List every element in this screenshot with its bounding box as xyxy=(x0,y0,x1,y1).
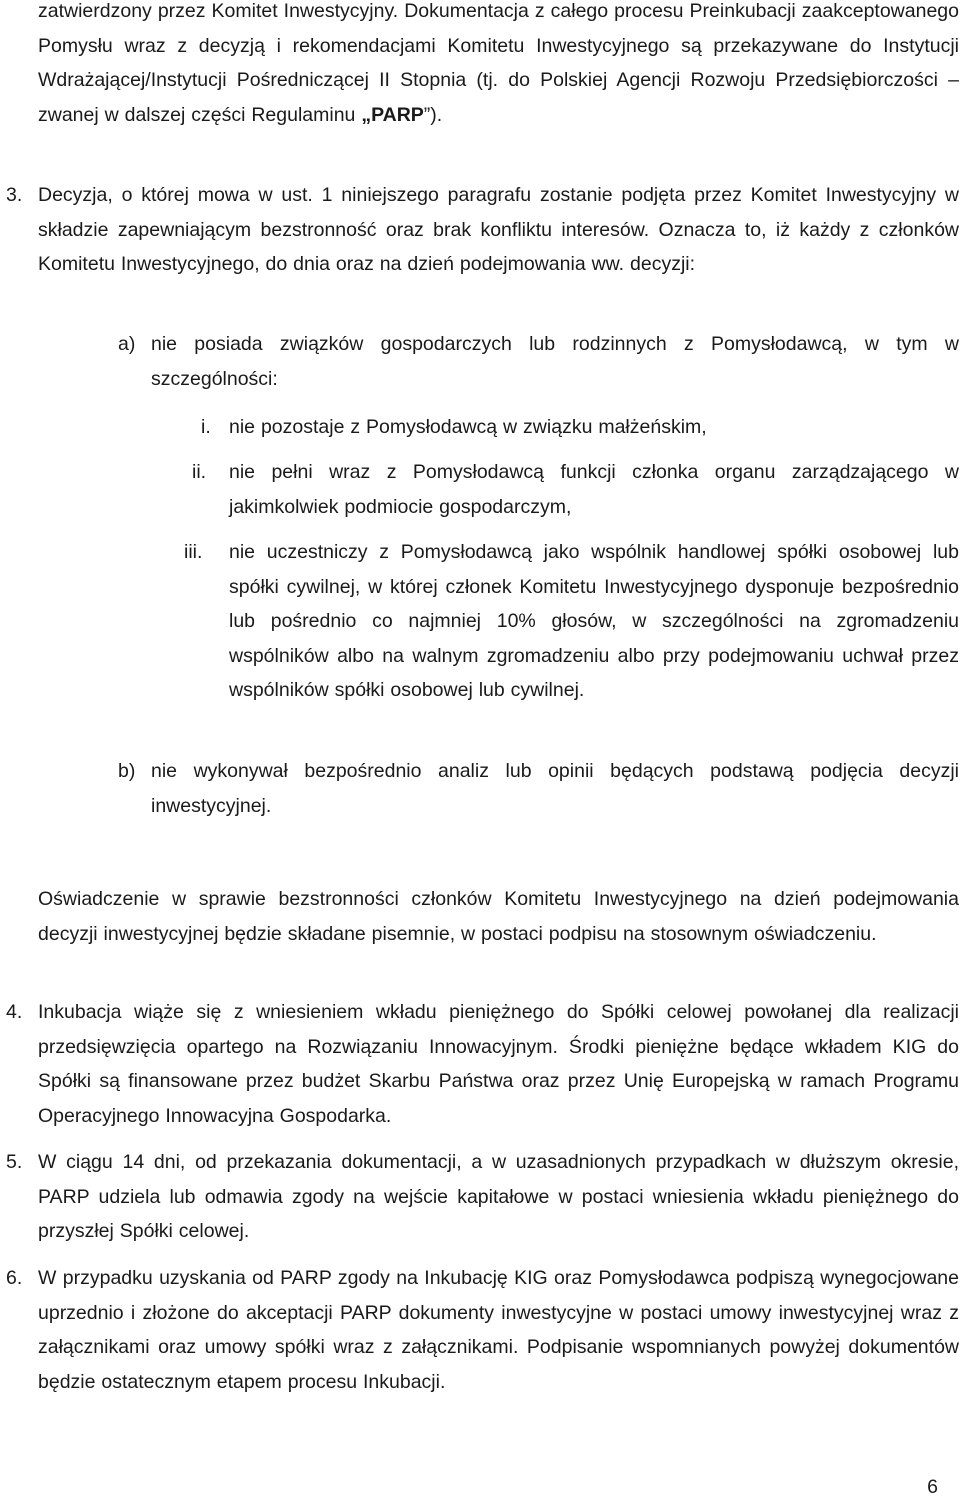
point-3-text: Decyzja, o której mowa w ust. 1 niniejszego paragrafu zostanie podjęta przez Komitet Inwestycyjny w składzie zapewniającym bezstronność oraz brak konfliktu interesów. Oznacza to, iż każdy z członków Komitetu Inwestycyjnego, do dnia oraz na dzień podejmowania ww. decyzji: xyxy=(38,184,959,275)
subitem-iii-text: nie uczestniczy z Pomysłodawcą jako wspólnik handlowej spółki osobowej lub spółki cywilnej, w której członek Komitetu Inwestycyjnego dysponuje bezpośrednio lub pośrednio co najmniej 10% głosów, w szczególności na zgromadzeniu wspólników albo na walnym zgromadzeniu albo przy podejmowaniu uchwał przez wspólników spółki osobowej lub cywilnej. xyxy=(229,541,959,701)
point-4-text: Inkubacja wiąże się z wniesieniem wkładu pieniężnego do Spółki celowej powołanej dla realizacji przedsięwzięcia opartego na Rozwiązaniu Innowacyjnym. Środki pieniężne będące wkładem KIG do Spółki są finansowane przez budżet Skarbu Państwa oraz przez Unię Europejską w ramach Programu Operacyjnego Innowacyjna Gospodarka. xyxy=(38,1001,959,1127)
item-a-letter: a) xyxy=(118,333,136,355)
page-number: 6 xyxy=(927,1476,938,1498)
item-b-letter: b) xyxy=(118,760,136,782)
intro-text: zatwierdzony przez Komitet Inwestycyjny. Dokumentacja z całego procesu Preinkubacji zaakceptowanego Pomysłu wraz z decyzją i rekomendacjami Komitetu Inwestycyjnego są przekazywane do Instytucji Wdrażającej/Instytucji Pośredniczącej II Stopnia (tj. do Polskiej Agencji Rozwoju Przedsiębiorczości – zwanej w dalszej części Regulaminu xyxy=(38,0,959,126)
point-5-number: 5. xyxy=(6,1151,23,1173)
subitem-ii-number: ii. xyxy=(192,461,207,483)
point-6-number: 6. xyxy=(6,1267,23,1289)
intro-parp-abbrev: PARP xyxy=(371,103,424,126)
item-a-text: nie posiada związków gospodarczych lub rodzinnych z Pomysłodawcą, w tym w szczególności: xyxy=(151,333,959,390)
subitem-iii-number: iii. xyxy=(184,541,203,563)
subitem-ii-text: nie pełni wraz z Pomysłodawcą funkcji członka organu zarządzającego w jakimkolwiek podmiocie gospodarczym, xyxy=(229,461,959,518)
point-4-number: 4. xyxy=(6,1001,23,1023)
point-6-text: W przypadku uzyskania od PARP zgody na Inkubację KIG oraz Pomysłodawca podpiszą wynegocjowane uprzednio i złożone do akceptacji PARP dokumenty inwestycyjne w postaci umowy inwestycyjnej wraz z załącznikami oraz umowy spółki wraz z załącznikami. Podpisanie wspomnianych powyżej dokumentów będzie ostatecznym etapem procesu Inkubacji. xyxy=(38,1267,959,1393)
point-3-number: 3. xyxy=(6,184,23,206)
subitem-i-text: nie pozostaje z Pomysłodawcą w związku małżeńskim, xyxy=(229,416,707,438)
impartiality-statement-paragraph: Oświadczenie w sprawie bezstronności członków Komitetu Inwestycyjnego na dzień podejmowania decyzji inwestycyjnej będzie składane pisemnie, w postaci podpisu na stosownym oświadczeniu. xyxy=(38,888,959,945)
intro-parp-close: ”). xyxy=(423,103,443,126)
point-5-text: W ciągu 14 dni, od przekazania dokumentacji, a w uzasadnionych przypadkach w dłuższym okresie, PARP udziela lub odmawia zgody na wejście kapitałowe w postaci wniesienia wkładu pieniężnego do przyszłej Spółki celowej. xyxy=(38,1151,959,1242)
subitem-i-number: i. xyxy=(201,416,211,438)
intro-paragraph xyxy=(38,0,959,132)
item-b-text: nie wykonywał bezpośrednio analiz lub opinii będących podstawą podjęcia decyzji inwestycyjnej. xyxy=(151,760,959,817)
intro-parp-open-quote: „ xyxy=(361,103,372,126)
